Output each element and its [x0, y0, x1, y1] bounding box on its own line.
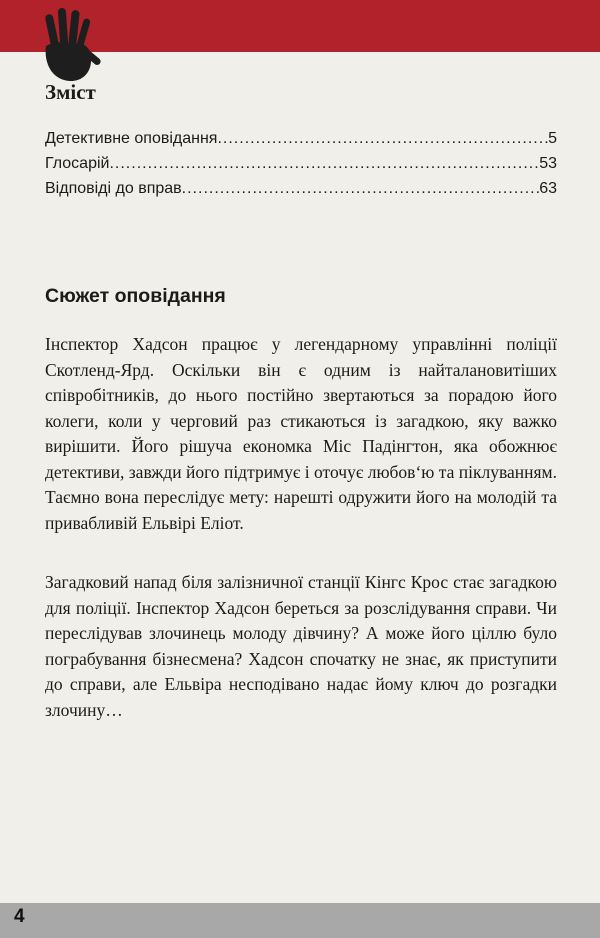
toc-entry-page: 53 [539, 155, 557, 172]
toc-entry [45, 180, 557, 205]
toc-entry-title: Глосарій [45, 155, 110, 172]
toc-entry-page: 63 [539, 180, 557, 197]
toc-leader-dots [182, 180, 540, 198]
handprint-icon [34, 6, 104, 86]
toc-leader-dots [109, 155, 539, 173]
toc-entry-page: 5 [548, 130, 557, 147]
toc-entry-title: Відповіді до вправ [45, 180, 182, 197]
toc-entry-title: Детективне оповідання [45, 130, 218, 147]
plot-paragraph: Загадковий напад біля залізничної станції Кінгс Крос стає загадкою для поліції. Інспектор Хадсон береться за розслідування справи. Чи переслідував злочинець молоду дівчину? А може його ціллю було пограбування бізнесмена? Хадсон спочатку не знає, як приступити до справи, але Ельвіра несподівано надає йому ключ до розгадки злочину… [45, 572, 557, 720]
toc-entry [45, 155, 557, 180]
toc-entry [45, 130, 557, 155]
toc-heading: Зміст [45, 80, 96, 104]
page-number: 4 [14, 906, 25, 927]
plot-heading: Сюжет оповідання [45, 285, 226, 307]
table-of-contents [45, 130, 557, 205]
toc-leader-dots [217, 130, 548, 148]
bottom-gray-band [0, 903, 600, 938]
plot-paragraph: Інспектор Хадсон працює у легендарному управлінні поліції Скотленд-Ярд. Оскільки він є одним із найталановитіших співробітників, до нього постійно звертаються за порадою його колеги, коли у черговий раз стикаються із загадкою, яку важко вирішити. Його рішуча економка Міс Падінгтон, яка обожнює детективи, завжди його підтримує і оточує любов‘ю та піклуванням. Таємно вона переслідує мету: нарешті одружити його на молодій та привабливій Ельвірі Еліот. [45, 334, 557, 533]
